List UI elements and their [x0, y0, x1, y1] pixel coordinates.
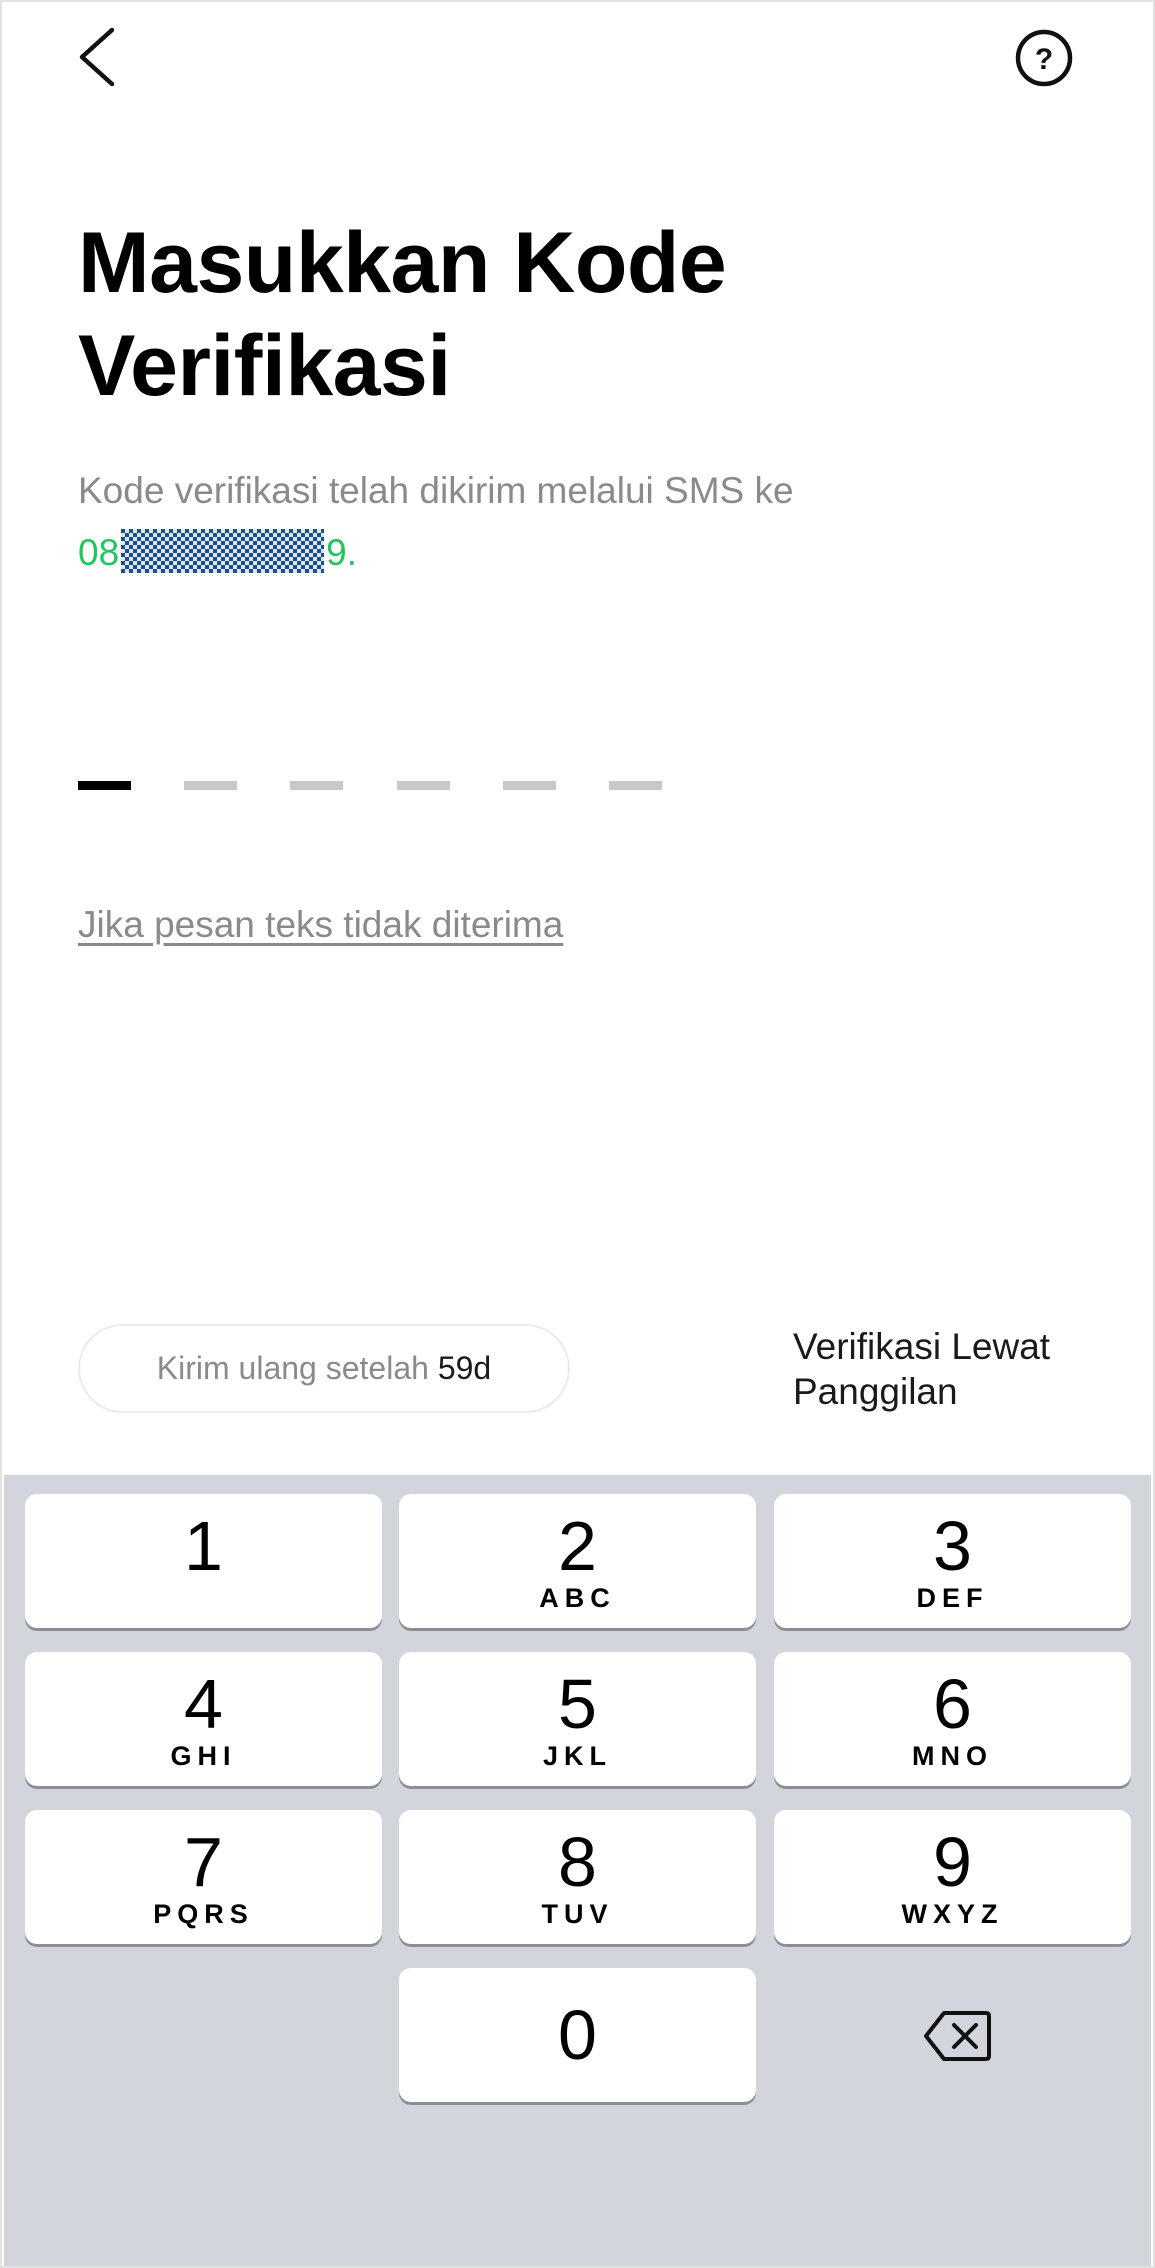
- back-button[interactable]: [72, 22, 132, 92]
- key-letters: MNO: [912, 1741, 993, 1771]
- key-7[interactable]: [25, 1810, 382, 1944]
- chevron-left-icon: [72, 22, 132, 92]
- key-1[interactable]: [25, 1494, 382, 1628]
- redacted-phone-digits: [121, 529, 324, 573]
- key-digit: 4: [184, 1665, 223, 1743]
- key-2[interactable]: [399, 1494, 756, 1628]
- key-digit: 5: [558, 1665, 597, 1743]
- key-5[interactable]: [399, 1652, 756, 1786]
- key-digit: 3: [933, 1507, 972, 1585]
- code-slot: [609, 781, 662, 790]
- delete-button[interactable]: [774, 1968, 1131, 2102]
- key-letters: GHI: [170, 1741, 237, 1771]
- phone-number: [78, 522, 357, 584]
- key-3[interactable]: [774, 1494, 1131, 1628]
- phone-prefix: 08: [78, 532, 120, 573]
- backspace-icon: [922, 2009, 992, 2063]
- key-digit: 2: [558, 1507, 597, 1585]
- code-slot: [503, 781, 556, 790]
- key-digit: 7: [184, 1823, 223, 1901]
- key-letters: DEF: [916, 1583, 989, 1613]
- code-slot: [184, 781, 237, 790]
- key-letters: TUV: [541, 1899, 614, 1929]
- code-slot: [290, 781, 343, 790]
- svg-text:?: ?: [1034, 43, 1054, 76]
- key-digit: 9: [933, 1823, 972, 1901]
- key-digit: 6: [933, 1665, 972, 1743]
- numeric-keypad: [4, 1475, 1151, 2266]
- key-6[interactable]: [774, 1652, 1131, 1786]
- key-letters: WXYZ: [901, 1899, 1004, 1929]
- resend-label: Kirim ulang setelah: [156, 1350, 429, 1386]
- page-title: Masukkan Kode Verifikasi: [78, 215, 727, 414]
- key-letters: ABC: [539, 1583, 616, 1613]
- verify-by-call-button[interactable]: Verifikasi Lewat Panggilan: [793, 1326, 1051, 1412]
- key-8[interactable]: [399, 1810, 756, 1944]
- key-0[interactable]: [399, 1968, 756, 2102]
- key-digit: 8: [558, 1823, 597, 1901]
- code-slot: [397, 781, 450, 790]
- code-slot: [78, 781, 131, 790]
- help-button[interactable]: [1014, 28, 1074, 88]
- question-circle-icon: [1014, 28, 1074, 88]
- key-4[interactable]: [25, 1652, 382, 1786]
- phone-suffix: 9.: [326, 532, 358, 573]
- code-input[interactable]: [78, 781, 678, 791]
- resend-countdown: 59d: [437, 1350, 492, 1386]
- sms-sent-description: Kode verifikasi telah dikirim melalui SMS ke: [78, 470, 794, 511]
- key-digit: 1: [184, 1507, 223, 1585]
- key-letters: PQRS: [153, 1899, 254, 1929]
- resend-code-button[interactable]: [78, 1324, 570, 1413]
- key-letters: JKL: [542, 1741, 612, 1771]
- key-digit: 0: [558, 1996, 597, 2074]
- no-sms-received-link[interactable]: Jika pesan teks tidak diterima: [78, 904, 564, 945]
- key-9[interactable]: [774, 1810, 1131, 1944]
